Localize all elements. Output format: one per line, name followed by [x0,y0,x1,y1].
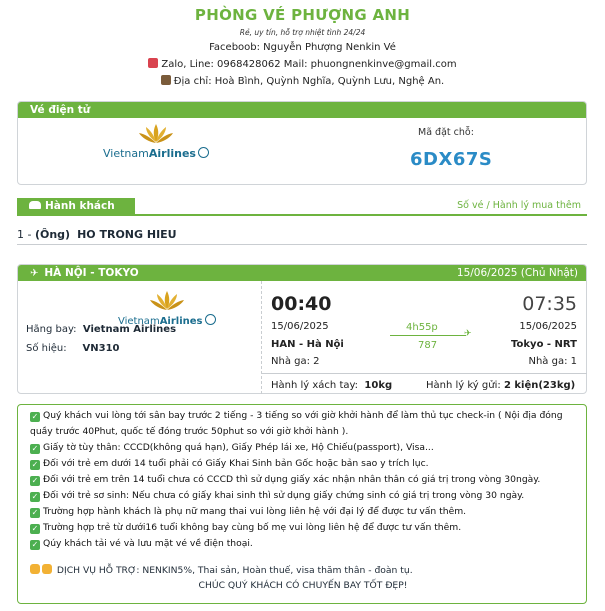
checkmark-icon: ✓ [31,492,39,501]
globe-icon [198,147,209,158]
lotus-icon [137,122,175,146]
flight-date: 15/06/2025 (Chủ Nhật) [456,267,578,279]
note-item: ✓ Đối với trẻ sơ sinh: Nếu chưa có giấy khai sinh thì sử dụng giấy chứng sinh có giá trị trong vòng 30 ngày. [31,490,525,501]
note-item: ✓ Qúy khách tải vé và lưu mặt vé về điện thoại. [31,538,253,549]
checkmark-icon: ✓ [31,540,39,549]
notes-box [17,404,587,604]
baggage-divider [262,373,587,374]
note-item: ✓ Quý khách vui lòng tới sân bay trước 2 tiếng - 3 tiếng so với giờ khởi hành để làm thủ tục check-in ( Nội địa đóng quầy trước 40Phut, quốc tế đóng trước 50phut so với giờ khởi hành ). [30,410,563,437]
note-item: ✓ Trường hợp trẻ từ dưới16 tuổi không bay cùng bố mẹ vui lòng liên hệ để được tư vấn thêm. [31,522,462,533]
pointing-hand-icon [42,564,52,574]
airline-row: Hãng bay: Vietnam Airlines [26,324,177,335]
plane-icon: ✈ [30,268,39,279]
passenger-underline [17,244,587,245]
flight-card [17,264,587,394]
agency-header [0,0,605,87]
globe-icon [205,314,216,325]
address-line [0,75,605,87]
duration-line [390,335,466,336]
checked-baggage: Hành lý ký gửi: 2 kiện(23kg) [426,380,576,391]
checkmark-icon: ✓ [31,444,39,453]
flight-number-row: Số hiệu: VN310 [26,343,120,354]
phone-icon [148,58,158,68]
lotus-icon [148,289,186,313]
airline-logo-small [118,289,216,327]
arrive-terminal: Nhà ga: 1 [528,356,577,367]
carry-on-baggage: Hành lý xách tay: 10kg [271,380,393,391]
depart-time: 00:40 [271,293,332,315]
note-item: ✓ Giấy tờ tùy thân: CCCD(không quá hạn), Giấy Phép lái xe, Hộ Chiếu(passport), Visa... [31,442,434,453]
checkmark-icon: ✓ [31,476,39,485]
ticket-perforation [261,281,262,394]
e-ticket-title: Vé điện tử [18,102,586,118]
flight-duration: 4h55p [406,322,438,333]
checkmark-icon: ✓ [31,460,39,469]
note-item: ✓ Đối với trẻ em trên 14 tuổi chưa có CCCD thì sử dụng giấy xác nhận nhân thân có giá trị trong vòng 30ngày. [31,474,541,485]
facebook-line: Faceboob: Nguyễn Phượng Nenkin Vé [209,42,396,53]
checkmark-icon: ✓ [31,524,39,533]
aircraft-type: 787 [418,340,438,351]
users-icon [29,201,41,209]
pointing-hand-icon [30,564,40,574]
e-ticket-card [17,101,587,185]
map-icon [161,75,171,85]
contact-line [0,58,605,70]
airline-logo-text: VietnamAirlines [103,147,209,160]
depart-place: HAN - Hà Nội [271,339,344,350]
arrive-place: Tokyo - NRT [511,339,577,350]
passenger-title: (Ông) [34,228,71,241]
agency-name: PHÒNG VÉ PHƯỢNG ANH [194,6,411,24]
services-line: DỊCH VỤ HỖ TRỢ: NENKIN5%, Thai sản, Hoàn thuế, visa thăm thân - đoàn tụ. [30,564,576,576]
passenger-tab: Hành khách [17,198,135,215]
pnr-code: 6DX67S [410,149,493,170]
address-text: Địa chỉ: Hoà Bình, Quỳnh Nghĩa, Quỳnh Lưu, Nghệ An. [173,76,445,87]
passenger-index: 1 - [17,228,32,241]
passenger-name: HO TRONG HIEU [77,228,177,241]
note-item: ✓ Trường hợp hành khách là phụ nữ mang thai vui lòng liên hệ với đại lý để được tư vấn thêm. [31,506,467,517]
airline-logo-text: VietnamAirlines [118,314,216,327]
agency-tagline: Rẻ, uy tín, hỗ trợ nhiệt tình 24/24 [239,28,366,37]
route: HÀ NỘI - TOKYO [44,267,139,279]
passenger-divider [17,214,587,216]
arrive-date: 15/06/2025 [519,321,577,332]
airline-logo [103,122,209,160]
checkmark-icon: ✓ [31,412,39,421]
pnr-label: Mã đặt chỗ: [418,127,474,138]
note-item: ✓ Đối với trẻ em dưới 14 tuổi phải có Giấy Khai Sinh bản Gốc hoặc bản sao y trích lục. [31,458,429,469]
contact-text: Zalo, Line: 0968428062 Mail: phuongnenkinve@gmail.com [161,59,457,70]
plane-icon: ✈ [464,329,472,339]
checkmark-icon: ✓ [31,508,39,517]
flight-header [18,265,586,281]
depart-date: 15/06/2025 [271,321,329,332]
ticket-baggage-label: Số vé / Hành lý mua thêm [457,200,581,211]
closing-message: CHÚC QUÝ KHÁCH CÓ CHUYẾN BAY TỐT ĐẸP! [198,580,408,591]
arrive-time: 07:35 [522,293,577,315]
passenger-row [17,228,177,241]
depart-terminal: Nhà ga: 2 [271,356,320,367]
